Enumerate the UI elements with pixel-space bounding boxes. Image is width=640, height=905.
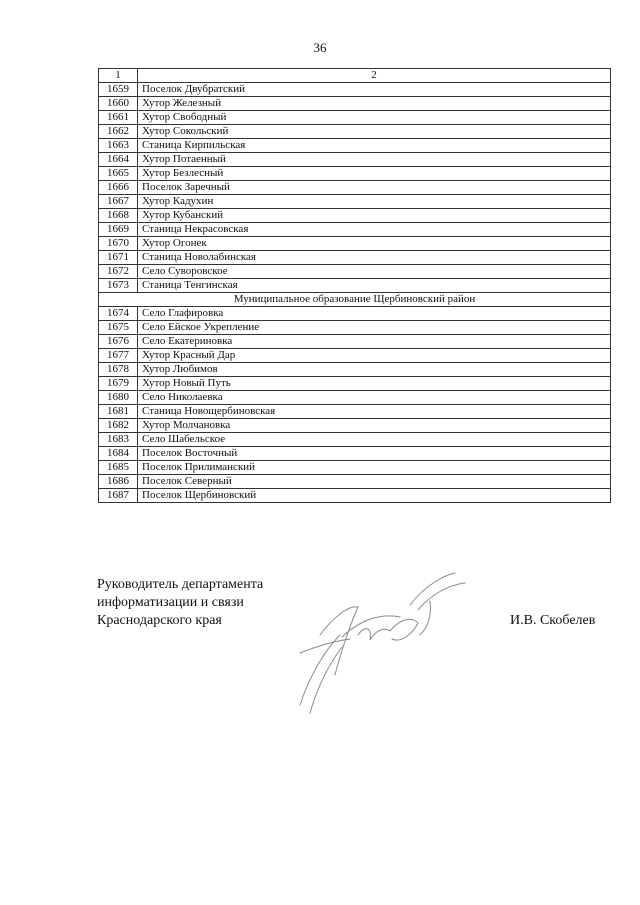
row-number: 1675 [99,321,138,335]
row-number: 1660 [99,97,138,111]
row-number: 1666 [99,181,138,195]
row-number: 1661 [99,111,138,125]
signer-name: И.В. Скобелев [510,613,596,628]
table-row [99,321,611,335]
settlement-name: Село Суворовское [138,265,611,279]
table-row [99,209,611,223]
table-row [99,251,611,265]
signature-block [97,576,263,630]
settlement-name: Хутор Кадухин [138,195,611,209]
table-row [99,461,611,475]
settlement-name: Хутор Любимов [138,363,611,377]
table-row [99,433,611,447]
table-row [99,349,611,363]
table-row [99,153,611,167]
settlement-name: Хутор Безлесный [138,167,611,181]
row-number: 1678 [99,363,138,377]
settlement-name: Хутор Свободный [138,111,611,125]
settlement-name: Поселок Северный [138,475,611,489]
table-row [99,475,611,489]
table-row [99,391,611,405]
table-row [99,489,611,503]
settlement-name: Хутор Молчановка [138,419,611,433]
row-number: 1669 [99,223,138,237]
settlement-name: Станица Новолабинская [138,251,611,265]
row-number: 1682 [99,419,138,433]
table-row [99,419,611,433]
settlement-name: Станица Некрасовская [138,223,611,237]
row-number: 1676 [99,335,138,349]
settlement-name: Хутор Железный [138,97,611,111]
table-row [99,195,611,209]
table-row [99,307,611,321]
settlement-name: Поселок Щербиновский [138,489,611,503]
row-number: 1668 [99,209,138,223]
page-number: 36 [313,40,327,55]
row-number: 1663 [99,139,138,153]
settlement-name: Поселок Заречный [138,181,611,195]
settlement-name: Село Николаевка [138,391,611,405]
row-number: 1684 [99,447,138,461]
settlement-name: Хутор Огонек [138,237,611,251]
row-number: 1677 [99,349,138,363]
table-row [99,125,611,139]
settlement-name: Хутор Потаенный [138,153,611,167]
settlement-name: Поселок Восточный [138,447,611,461]
row-number: 1686 [99,475,138,489]
row-number: 1664 [99,153,138,167]
row-number: 1683 [99,433,138,447]
table-row [99,167,611,181]
table-row [99,97,611,111]
row-number: 1674 [99,307,138,321]
section-title: Муниципальное образование Щербиновский район [99,293,611,307]
position-line-2: информатизации и связи [97,595,244,610]
row-number: 1673 [99,279,138,293]
table-row [99,363,611,377]
table-row [99,223,611,237]
settlement-name: Поселок Прилиманский [138,461,611,475]
table-row [99,237,611,251]
row-number: 1679 [99,377,138,391]
settlement-name: Село Шабельское [138,433,611,447]
section-row [99,293,611,307]
table-row [99,335,611,349]
row-number: 1687 [99,489,138,503]
settlement-name: Хутор Красный Дар [138,349,611,363]
row-number: 1685 [99,461,138,475]
table-row [99,405,611,419]
settlement-name: Станица Новощербиновская [138,405,611,419]
header-col-2: 2 [138,69,611,83]
settlement-name: Хутор Кубанский [138,209,611,223]
settlement-name: Хутор Сокольский [138,125,611,139]
settlements-table [98,68,611,503]
row-number: 1659 [99,83,138,97]
handwritten-signature [280,565,480,715]
row-number: 1662 [99,125,138,139]
table-row [99,181,611,195]
settlement-name: Село Екатериновка [138,335,611,349]
settlement-name: Станица Кирпильская [138,139,611,153]
row-number: 1680 [99,391,138,405]
header-col-1: 1 [99,69,138,83]
table-row [99,279,611,293]
row-number: 1671 [99,251,138,265]
table-row [99,139,611,153]
row-number: 1667 [99,195,138,209]
table-row [99,83,611,97]
row-number: 1665 [99,167,138,181]
position-line-1: Руководитель департамента [97,577,264,592]
settlement-name: Село Глафировка [138,307,611,321]
position-line-3: Краснодарского края [97,613,222,628]
settlement-name: Поселок Двубратский [138,83,611,97]
table-header-row [99,69,611,83]
table-row [99,447,611,461]
row-number: 1672 [99,265,138,279]
row-number: 1681 [99,405,138,419]
row-number: 1670 [99,237,138,251]
table-row [99,377,611,391]
settlement-name: Хутор Новый Путь [138,377,611,391]
table-row [99,265,611,279]
settlement-name: Село Ейское Укрепление [138,321,611,335]
table-row [99,111,611,125]
settlement-name: Станица Тенгинская [138,279,611,293]
